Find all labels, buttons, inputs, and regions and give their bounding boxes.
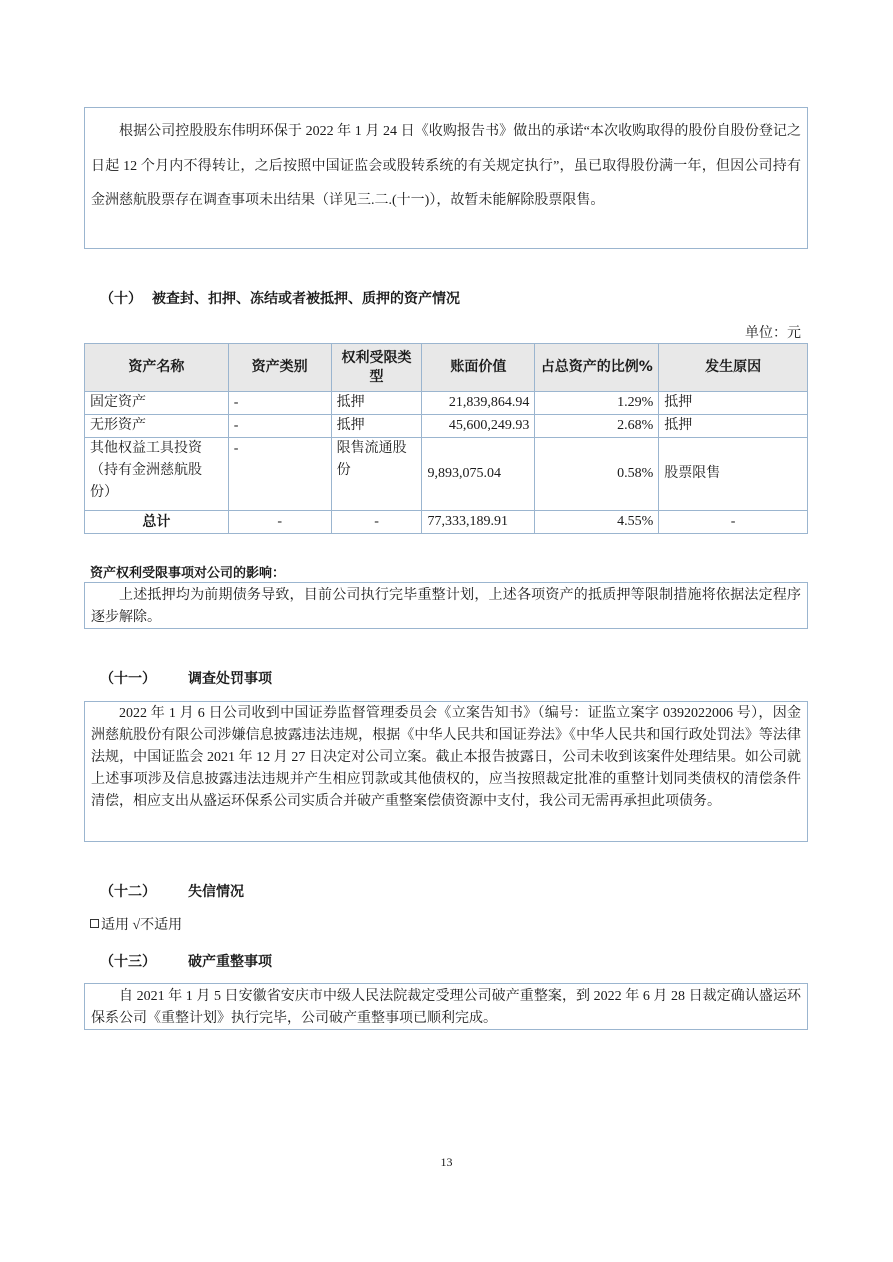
cell-asset-category: - — [228, 415, 331, 438]
applicability-options — [90, 914, 182, 934]
cell-ratio: 1.29% — [535, 392, 659, 415]
table-header-row — [85, 344, 808, 392]
cell-asset-name: 无形资产 — [85, 415, 229, 438]
header-reason: 发生原因 — [659, 344, 808, 392]
cell-book-value: 45,600,249.93 — [422, 415, 535, 438]
cell-ratio: 2.68% — [535, 415, 659, 438]
header-ratio: 占总资产的比例% — [535, 344, 659, 392]
impact-label: 资产权利受限事项对公司的影响： — [90, 566, 286, 581]
cell-asset-name: 固定资产 — [85, 392, 229, 415]
section-12-number: （十二） — [100, 884, 156, 900]
section-11-number: （十一） — [100, 671, 156, 687]
total-label: 总计 — [85, 511, 229, 534]
restricted-assets-table — [84, 343, 808, 534]
section-10-number: （十） — [100, 291, 142, 307]
header-asset-category: 资产类别 — [228, 344, 331, 392]
total-book-value: 77,333,189.91 — [422, 511, 535, 534]
unit-label: 单位：元 — [745, 326, 801, 341]
bankruptcy-text: 自 2021 年 1 月 5 日安徽省安庆市中级人民法院裁定受理公司破产重整案，到 2022 年 6 月 28 日裁定确认盛运环保系公司《重整计划》执行完毕，公司破产重整事项已顺利完成。 — [91, 989, 801, 1026]
bankruptcy-box — [84, 983, 808, 1030]
total-category: - — [228, 511, 331, 534]
section-13-heading — [100, 951, 272, 971]
cell-asset-category: - — [228, 392, 331, 415]
cell-restriction-type: 抵押 — [331, 415, 422, 438]
cell-reason: 股票限售 — [659, 438, 808, 511]
share-restriction-box — [84, 107, 808, 249]
page-number: 13 — [440, 1155, 453, 1169]
table-row — [85, 415, 808, 438]
table-row — [85, 438, 808, 511]
cell-book-value: 21,839,864.94 — [422, 392, 535, 415]
section-11-title: 调查处罚事项 — [188, 671, 272, 687]
investigation-box — [84, 701, 808, 842]
section-13-number: （十三） — [100, 954, 156, 970]
cell-reason: 抵押 — [659, 392, 808, 415]
total-ratio: 4.55% — [535, 511, 659, 534]
cell-asset-category: - — [228, 438, 331, 511]
not-applicable-option: √不适用 — [132, 918, 183, 933]
impact-box — [84, 582, 808, 629]
unchecked-box-icon — [90, 919, 99, 928]
impact-text: 上述抵押均为前期债务导致，目前公司执行完毕重整计划，上述各项资产的抵质押等限制措施将依据法定程序逐步解除。 — [91, 588, 801, 625]
section-10-title: 被查封、扣押、冻结或者被抵押、质押的资产情况 — [152, 291, 460, 307]
total-reason: - — [659, 511, 808, 534]
cell-book-value: 9,893,075.04 — [422, 438, 535, 511]
cell-restriction-type: 抵押 — [331, 392, 422, 415]
header-restriction-type: 权利受限类型 — [331, 344, 422, 392]
table-total-row — [85, 511, 808, 534]
share-restriction-text: 根据公司控股股东伟明环保于 2022 年 1 月 24 日《收购报告书》做出的承诺“本次收购取得的股份自股份登记之日起 12 个月内不得转让，之后按照中国证监会或股转系统的有关规定执行”，虽已取得股份满一年，但因公司持有金洲慈航股票存在调查事项未出结果（详见三.二.(十一)），故暂未能解除股票限售。 — [91, 124, 801, 208]
applicable-option: 适用 — [101, 918, 129, 933]
section-10-heading — [100, 288, 460, 308]
cell-asset-name: 其他权益工具投资（持有金洲慈航股份） — [85, 438, 229, 511]
section-12-heading — [100, 881, 244, 901]
section-11-heading — [100, 668, 272, 688]
section-12-title: 失信情况 — [188, 884, 244, 900]
total-restriction-type: - — [331, 511, 422, 534]
header-asset-name: 资产名称 — [85, 344, 229, 392]
header-book-value: 账面价值 — [422, 344, 535, 392]
investigation-text: 2022 年 1 月 6 日公司收到中国证券监督管理委员会《立案告知书》（编号：证监立案字 0392022006 号），因金洲慈航股份有限公司涉嫌信息披露违法违规，根据《中华人民共和国证券法》《中华人民共和国行政处罚法》等法律法规，中国证监会 2021 年 12 月 27 日决定对公司立案。截止本报告披露日，公司未收到该案件处理结果。如公司就上述事项涉及信息披露违法违规并产生相应罚款或其他债权的，应当按照裁定批准的重整计划同类债权的清偿条件清偿，相应支出从盛运环保系公司实质合并破产重整案偿债资源中支付，我公司无需再承担此项债务。 — [91, 706, 801, 809]
cell-restriction-type: 限售流通股份 — [331, 438, 422, 511]
section-13-title: 破产重整事项 — [188, 954, 272, 970]
table-row — [85, 392, 808, 415]
cell-ratio: 0.58% — [535, 438, 659, 511]
cell-reason: 抵押 — [659, 415, 808, 438]
